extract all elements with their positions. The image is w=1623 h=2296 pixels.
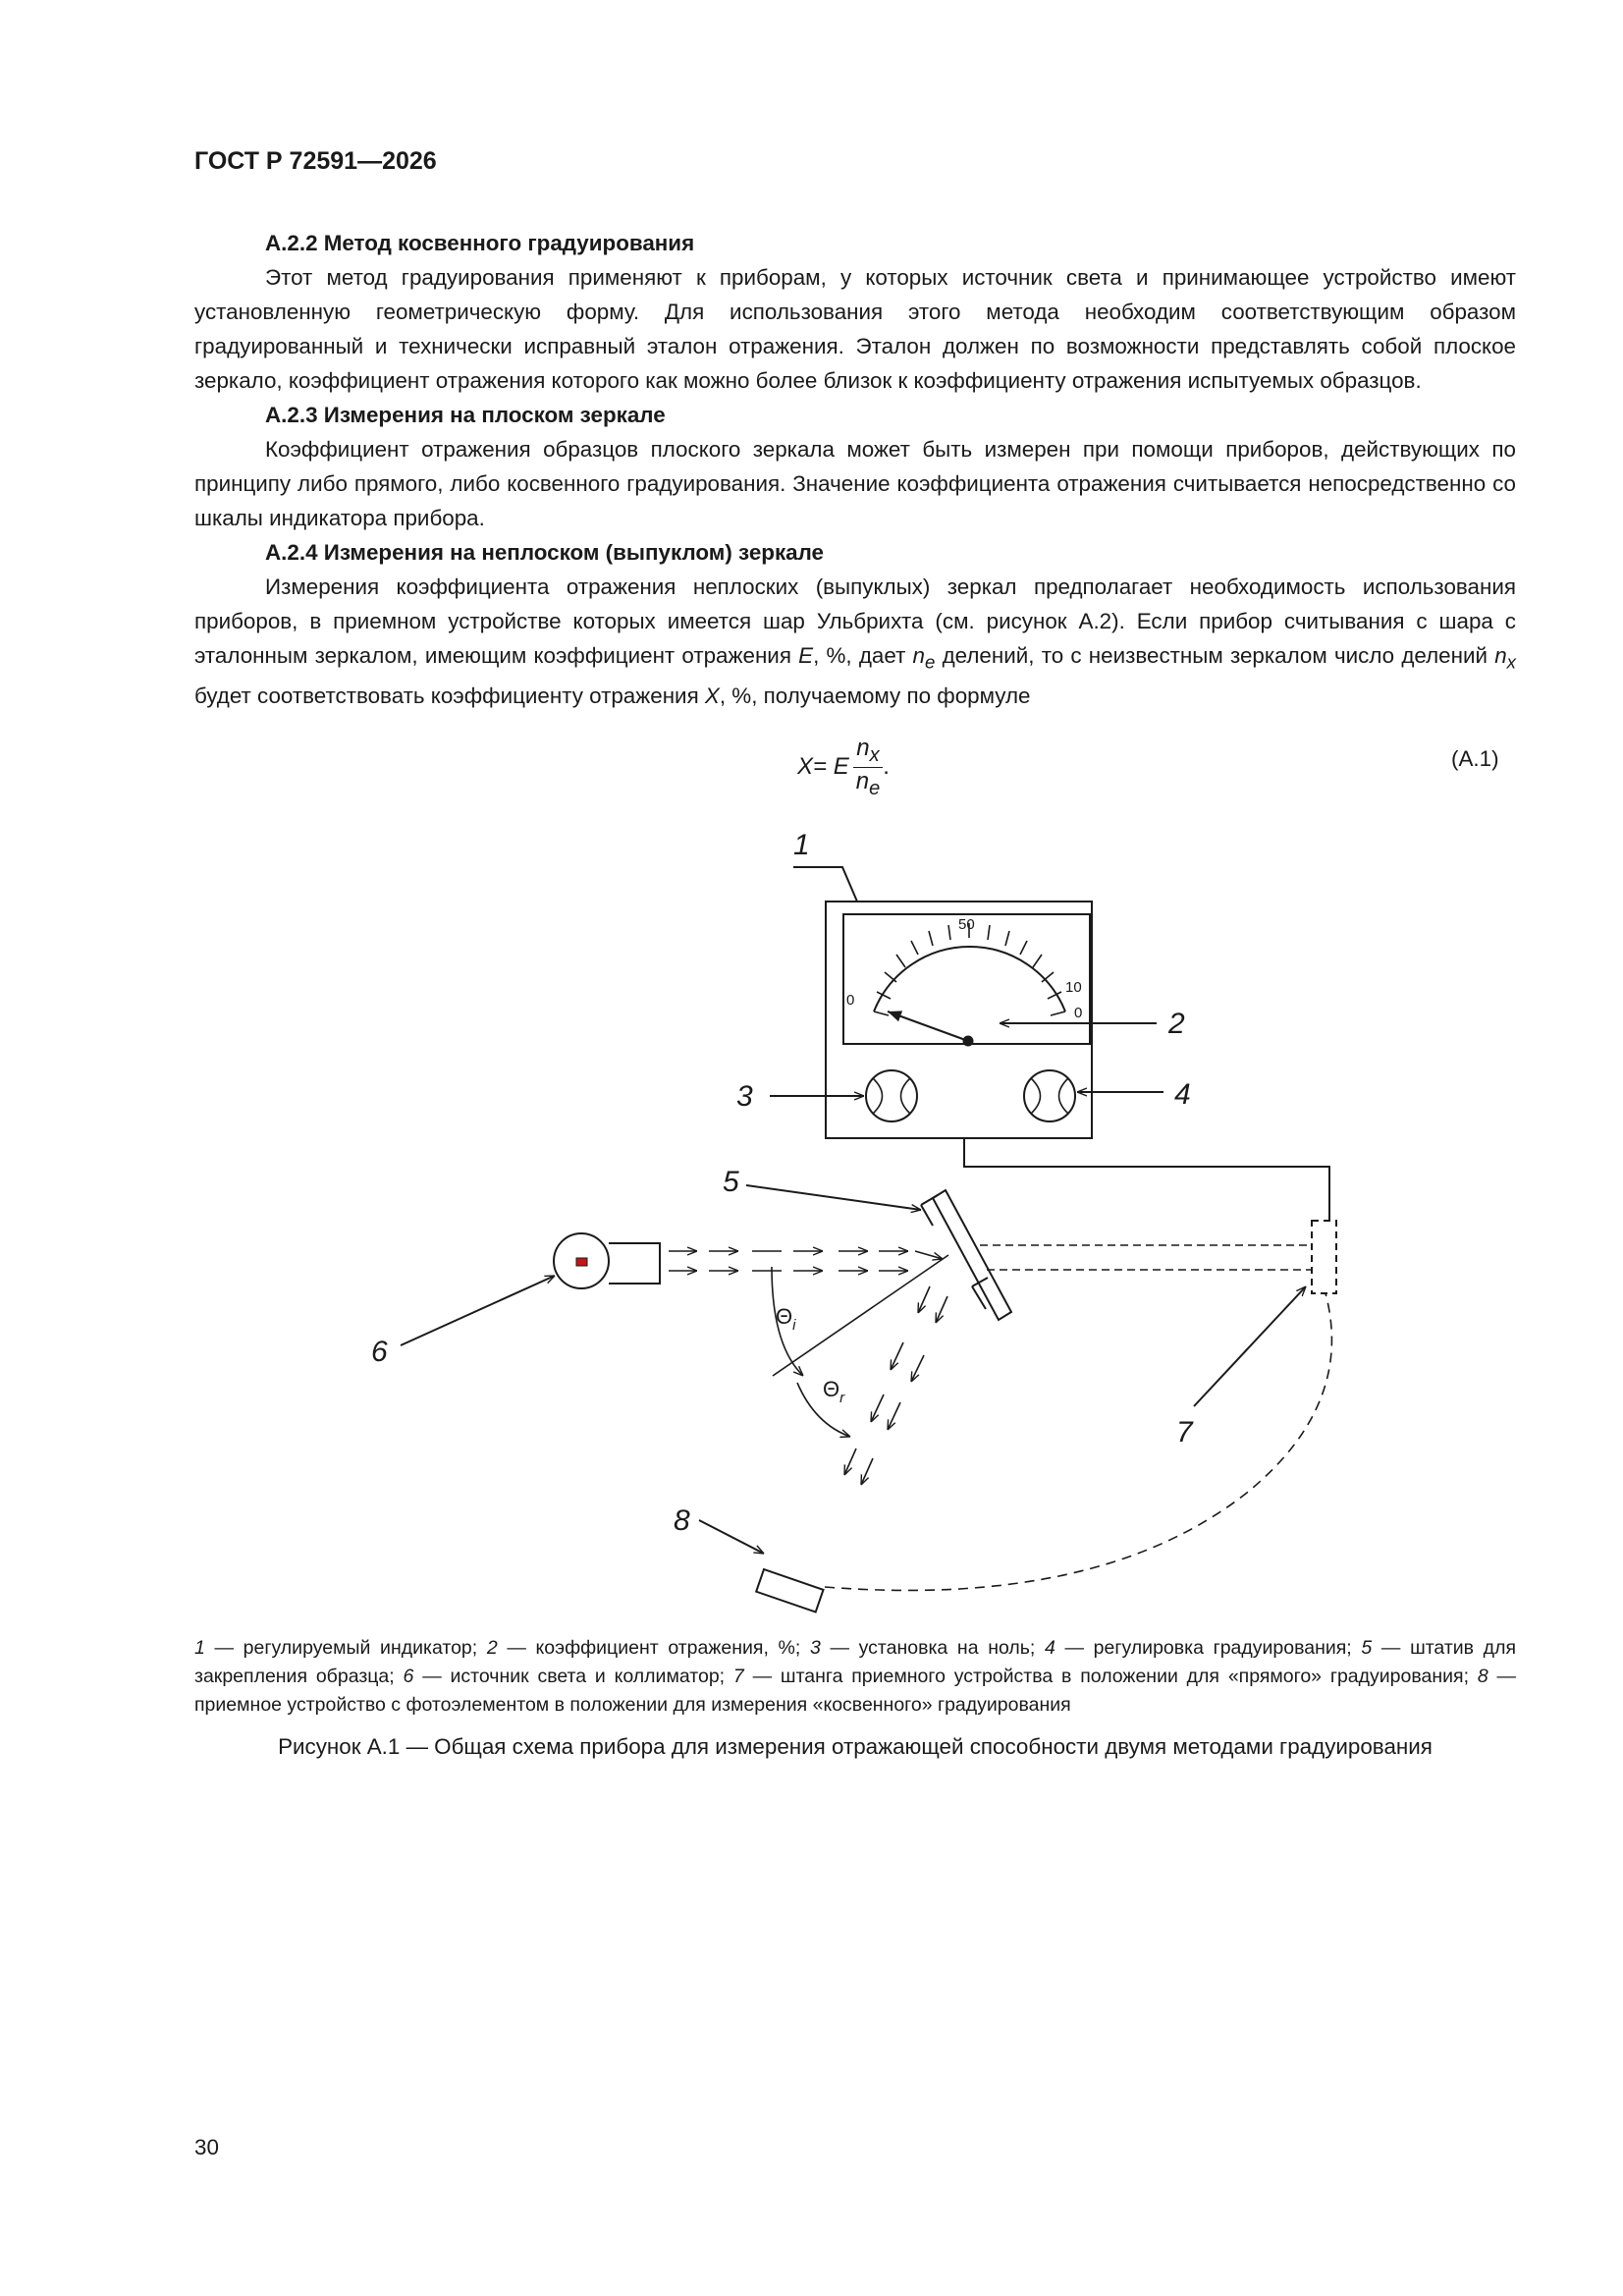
page-number: 30 <box>194 2135 219 2159</box>
section-body-a22: Этот метод градуирования применяют к приборам, у которых источник света и принимающее устройство имеют установленную геометрическую форму. Для использования этого метода необходим соответствующим образом градуированный и технически исправный эталон отражения. Эталон должен по возможности представлять собой плоское зеркало, коэффициент отражения которого как можно более близок к коэффициенту отражения испытуемых образцов. <box>194 265 1516 393</box>
indicator-window <box>843 914 1090 1044</box>
fig-label-7: 7 <box>1176 1416 1193 1449</box>
scale-label-right-top: 10 <box>1065 979 1082 996</box>
section-heading-a24: А.2.4 Измерения на неплоском (выпуклом) зеркале <box>265 540 825 565</box>
section-body-a24: Измерения коэффициента отражения неплоских (выпуклых) зеркал предполагает необходимость использования приборов, в приемном устройстве которых имеется шар Ульбрихта (см. рисунок А.2). Если прибор считывания с шара с эталонным зеркалом, имеющим коэффициент отражения E, %, дает $n_e$ делений, то с неизвестным зеркалом число делений $n_x$ будет соответствовать коэффициенту отражения X, %, получаемому по формуле <box>194 574 1516 709</box>
section-body-a23: Коэффициент отражения образцов плоского зеркала может быть измерен при помощи приборов, действующих по принципу либо прямого, либо косвенного градуирования. Значение коэффициента отражения считывается непосредственно со шкалы индикатора прибора. <box>194 437 1516 530</box>
document-header: ГОСТ Р 72591—2026 <box>194 147 437 175</box>
fig-label-3: 3 <box>736 1080 753 1113</box>
fig-label-1: 1 <box>793 829 810 861</box>
indicator-needle <box>888 1011 968 1041</box>
scale-label-right-bottom: 0 <box>1074 1005 1083 1021</box>
fig-label-2: 2 <box>1168 1008 1185 1040</box>
indicator-housing <box>826 902 1092 1138</box>
theta-r-label: $\Theta_r$ <box>823 1377 845 1406</box>
fig-label-4: 4 <box>1174 1078 1191 1111</box>
section-heading-a23: А.2.3 Измерения на плоском зеркале <box>265 403 666 427</box>
fig-label-5: 5 <box>723 1166 739 1198</box>
figure-legend: 1 — регулируемый индикатор; 2 — коэффициент отражения, %; 3 — установка на ноль; 4 — регулировка градуирования; 5 — штатив для закрепления образца; 6 — источник света и коллиматор; 7 — штанга приемного устройства в положении для «прямого» градуирования; 8 — приемное устройство с фотоэлементом в положении для измерения «косвенного» градуирования <box>194 1637 1517 1716</box>
receiver-direct-position <box>1312 1221 1336 1293</box>
formula-number: (А.1) <box>1451 746 1499 771</box>
figure-caption: Рисунок А.1 — Общая схема прибора для измерения отражающей способности двумя методами градуирования <box>278 1734 1433 1759</box>
section-heading-a22: А.2.2 Метод косвенного градуирования <box>265 231 695 255</box>
sample-holder <box>921 1190 1011 1320</box>
receiver-indirect-position <box>756 1569 823 1613</box>
fig-label-6: 6 <box>371 1336 388 1368</box>
scale-label-left: 0 <box>846 992 855 1009</box>
fig-label-8: 8 <box>674 1504 690 1537</box>
scale-label-top: 50 <box>958 916 975 933</box>
formula-a1: X= E $\frac{n_x}{n_e}$ . <box>797 735 890 799</box>
theta-i-label: $\Theta_i$ <box>776 1304 796 1334</box>
